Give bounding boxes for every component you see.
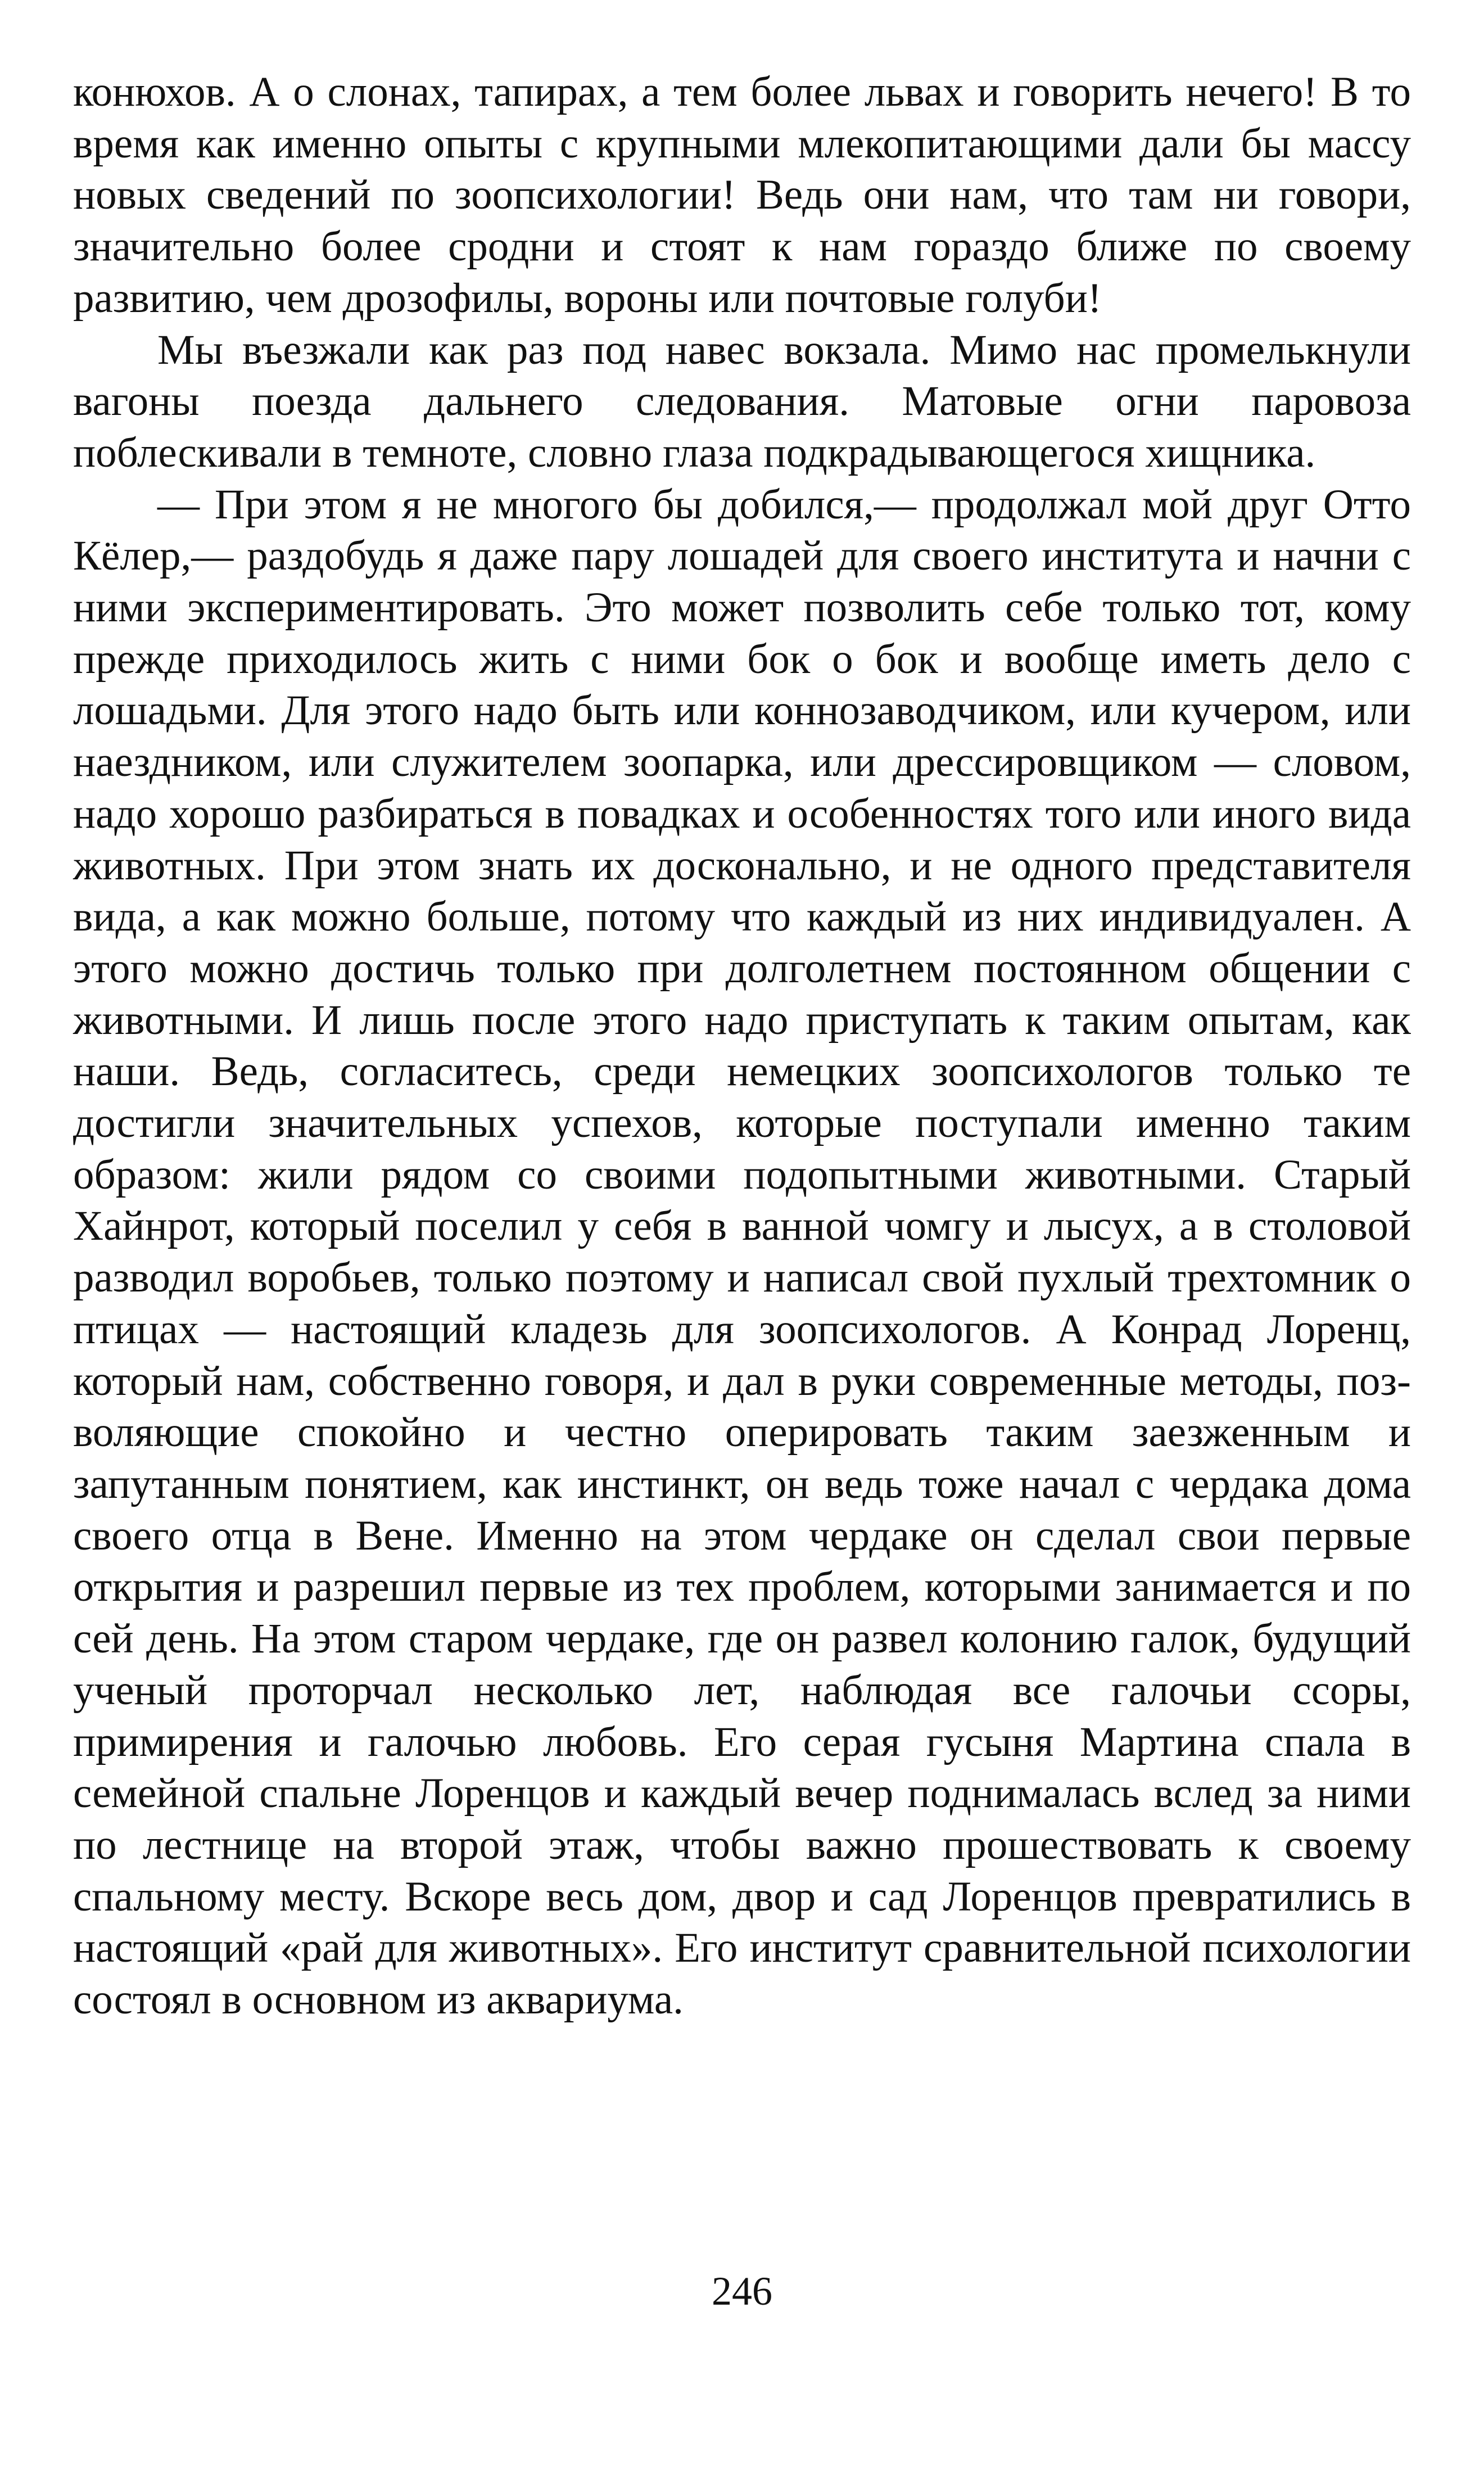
paragraph-station: Мы въезжали как раз под навес вокзала. Мимо нас промелькнули вагоны поезда дальнего следования. Матовые огни паровоза поблескивали в темноте, словно глаза подкрадывающегося хищника. bbox=[73, 326, 1411, 476]
page-content bbox=[73, 66, 1411, 2026]
paragraph-continuation: конюхов. А о слонах, тапирах, а тем более львах и говорить нечего! В то время как именно опыты с крупными млекопитающими дали бы массу новых сведений по зоопсихологии! Ведь они нам, что там ни говори, значительно более сродни и стоят к нам гораздо ближе по своему развитию, чем дрозофилы, вороны или почтовые голуби! bbox=[73, 69, 1411, 322]
paragraph-dialogue: — При этом я не многого бы добился,— продолжал мой друг Отто Кёлер,— раздобудь я даже пару лошадей для своего института и начни с ними экспериментировать. Это может позволить себе только тот, кому прежде приходилось жить с ними бок о бок и вообще иметь дело с лошадьми. Для этого надо быть или коннозаводчиком, или кучером, или наездником, или служителем зоопарка, или дрессировщиком — словом, надо хорошо разбираться в повадках и особенностях того или иного вида животных. При этом знать их досконально, и не одного представителя вида, а как можно больше, потому что каждый из них индивидуален. А этого можно достичь только при долголетнем постоянном общении с животными. И лишь после этого надо приступать к таким опытам, как наши. Ведь, согласитесь, среди немецких зоопсихологов только те достигли значительных успехов, которые поступали именно таким образом: жили рядом со своими подопытными животными. Старый Хайнрот, который поселил у себя в ванной чомгу и лысух, а в столовой разводил воробьев, только поэтому и написал свой пухлый трехтомник о птицах — настоящий кладезь для зоопсихологов. А Конрад Лоренц, который нам, собственно говоря, и дал в руки современные методы, позволяющие спокойно и честно оперировать таким заезженным и запутанным понятием, как инстинкт, он ведь тоже начал с чердака дома своего отца в Вене. Именно на этом чердаке он сделал свои первые открытия и разрешил первые из тех проблем, которыми занимается и по сей день. На этом старом чердаке, где он развел колонию галок, будущий ученый проторчал несколько лет, наблюдая все галочьи ссоры, примирения и галочью любовь. Его серая гусыня Мартина спала в семейной спальне Лоренцов и каждый вечер поднималась вслед за ними по лестнице на второй этаж, чтобы важно прошествовать к своему спальному месту. Вскоре весь дом, двор и сад Лоренцов превратились в настоящий «рай для животных». Его институт сравнительной психологии состоял в основном из аквариума. bbox=[73, 481, 1411, 2024]
text-body bbox=[73, 66, 1411, 2026]
page-number: 246 bbox=[712, 2269, 772, 2314]
